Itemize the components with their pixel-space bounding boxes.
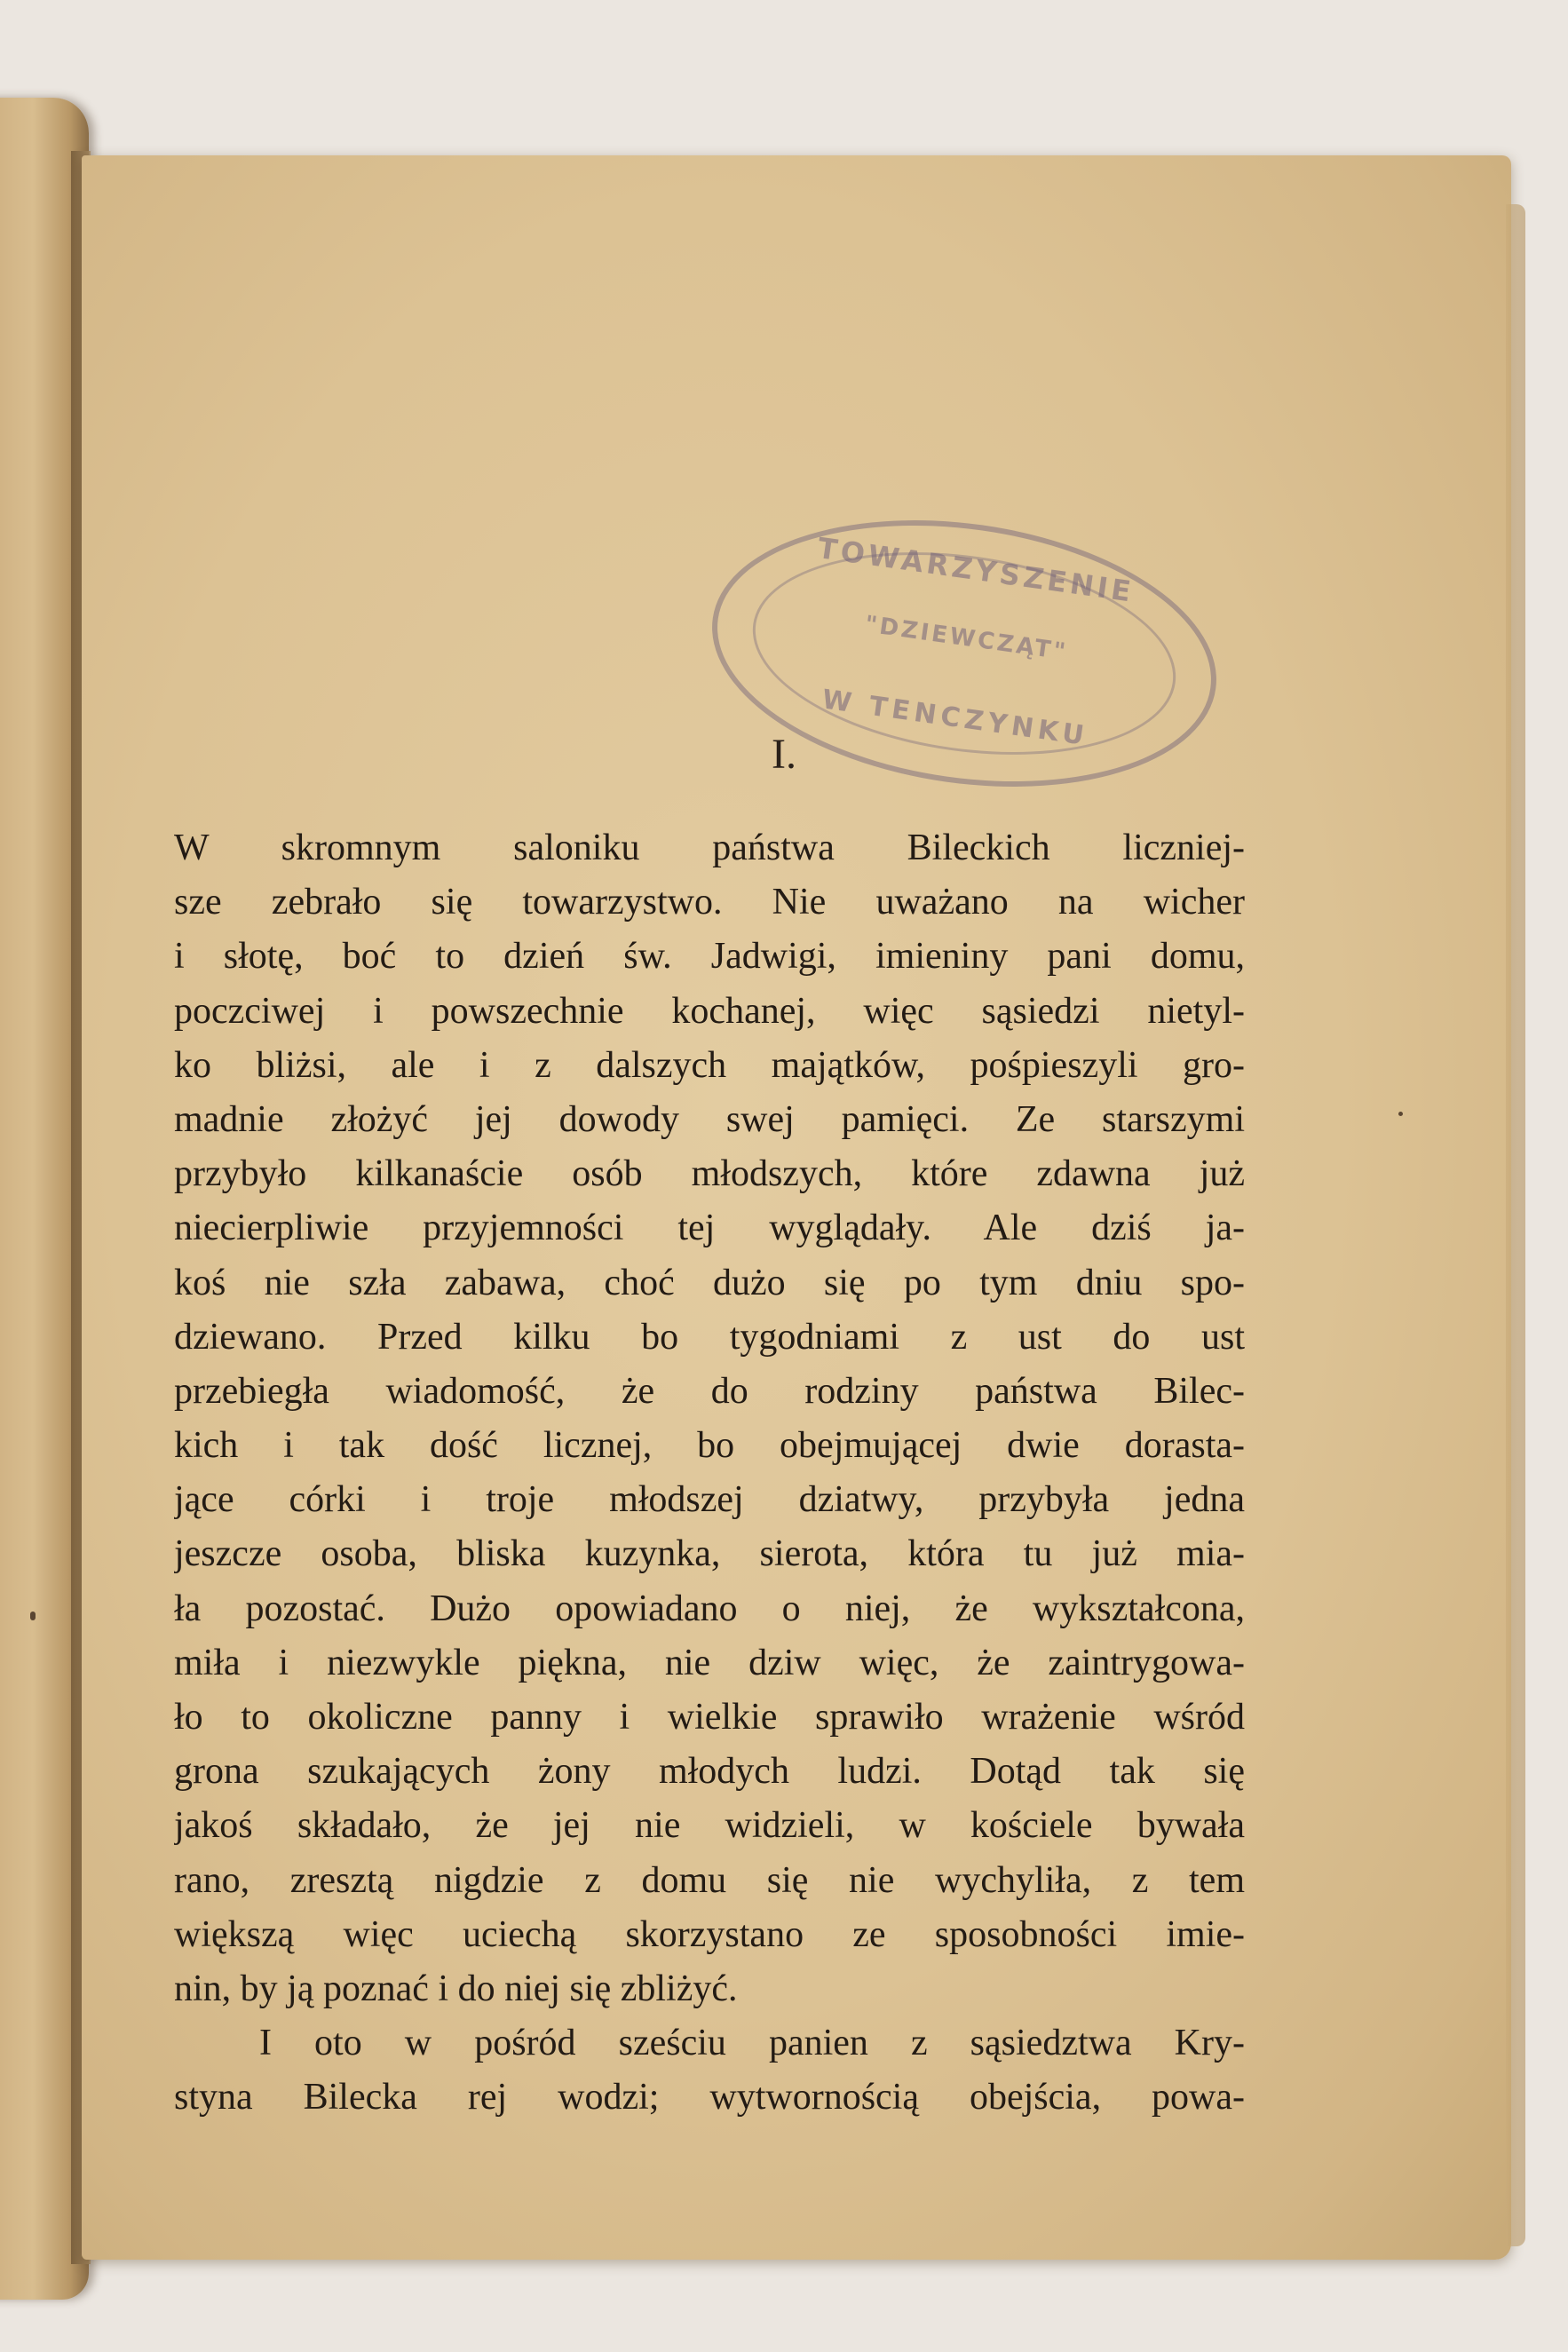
text-line: I oto w pośród sześciu panien z sąsiedztwa Kry- <box>259 2023 1245 2064</box>
text-line: madnie złożyć jej dowody swej pamięci. Ze starszymi <box>174 1098 1245 1140</box>
text-line: grona szukających żony młodych ludzi. Dotąd tak się <box>174 1751 1245 1793</box>
text-line: przybyło kilkanaście osób młodszych, które zdawna już <box>174 1153 1245 1195</box>
text-line: poczciwej i powszechnie kochanej, więc sąsiedzi nietyl- <box>174 990 1245 1032</box>
text-line: większą więc uciechą skorzystano ze sposobności imie- <box>174 1913 1245 1955</box>
page-edge-shadow <box>1506 204 1525 2246</box>
text-line: sze zebrało się towarzystwo. Nie uważano na wicher <box>174 882 1245 923</box>
text-line: i słotę, boć to dzień św. Jadwigi, imieniny pani domu, <box>174 936 1245 978</box>
paper-speck <box>1398 1112 1403 1116</box>
chapter-heading: I. <box>772 731 796 778</box>
text-line: jeszcze osoba, bliska kuzynka, sierota, która tu już mia- <box>174 1533 1245 1575</box>
text-line: ła pozostać. Dużo opowiadano o niej, że wykształcona, <box>174 1588 1245 1629</box>
text-line: przebiegła wiadomość, że do rodziny państwa Bilec- <box>174 1370 1245 1412</box>
text-line: koś nie szła zabawa, choć dużo się po tym dniu spo- <box>174 1262 1245 1303</box>
text-line: W skromnym saloniku państwa Bileckich liczniej- <box>174 828 1245 868</box>
text-line: rano, zresztą nigdzie z domu się nie wychyliła, z tem <box>174 1859 1245 1901</box>
stamp-top-text: TOWARZYSZENIE <box>815 531 1136 609</box>
text-line: dziewano. Przed kilku bo tygodniami z ust do ust <box>174 1316 1245 1358</box>
text-line: ło to okoliczne panny i wielkie sprawiło wrażenie wśród <box>174 1697 1245 1738</box>
body-text <box>174 821 1245 2126</box>
text-line: jące córki i troje młodszej dziatwy, przybyła jedna <box>174 1479 1245 1521</box>
text-line: ko bliżsi, ale i z dalszych majątków, pośpieszyli gro- <box>174 1044 1245 1086</box>
text-line: jakoś składało, że jej nie widzieli, w kościele bywała <box>174 1805 1245 1847</box>
ink-spot <box>30 1612 36 1620</box>
stamp-bottom-text: W TENCZYNKU <box>820 684 1090 753</box>
text-line: miła i niezwykle piękna, nie dziw więc, że zaintrygowa- <box>174 1642 1245 1683</box>
text-line: styna Bilecka rej wodzi; wytwornością obejścia, powa- <box>174 2077 1245 2118</box>
text-line: kich i tak dość licznej, bo obejmującej dwie dorasta- <box>174 1425 1245 1467</box>
stamp-middle-text: "DZIEWCZĄT" <box>863 611 1070 667</box>
text-line: nin, by ją poznać i do niej się zbliżyć. <box>174 1968 738 2009</box>
text-line: niecierpliwie przyjemności tej wyglądały. Ale dziś ja- <box>174 1208 1245 1249</box>
